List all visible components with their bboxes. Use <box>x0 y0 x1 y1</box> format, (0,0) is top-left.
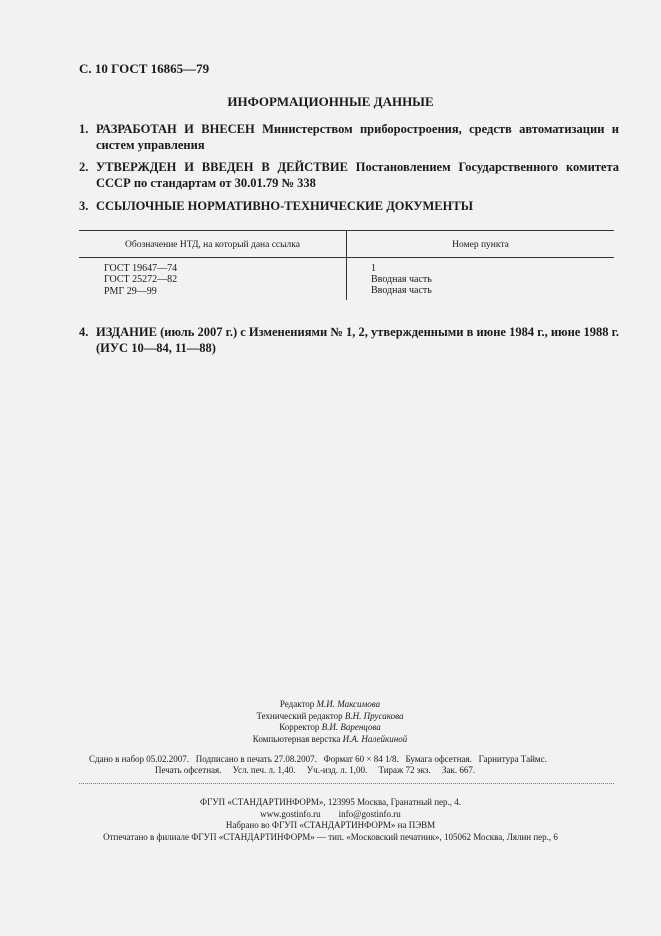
print-details-line: Сдано в набор 05.02.2007. Подписано в печать 27.08.2007. Формат 60 × 84 1/8. Бумага офсетная. Гарнитура Таймс. <box>89 754 547 764</box>
section-text: Министерством приборостроения, средств автоматизации и систем управления <box>96 122 619 152</box>
credit-role: Корректор <box>279 722 320 732</box>
section-heading: ССЫЛОЧНЫЕ НОРМАТИВНО-ТЕХНИЧЕСКИЕ ДОКУМЕНТЫ <box>96 199 473 213</box>
table-header-clause: Номер пункта <box>452 240 509 250</box>
publisher-line: Отпечатано в филиале ФГУП «СТАНДАРТИНФОРМ» — тип. «Московский печатник», 105062 Москва, Лялин пер., 6 <box>103 831 558 842</box>
section-text: (июль 2007 г.) с Изменениями № 1, 2, утвержденными в июне 1984 г., июне 1988 г. (ИУС 10—84, 11—88) <box>96 325 619 355</box>
credit-role: Компьютерная верстка <box>252 733 341 744</box>
print-details-line: Печать офсетная. Усл. печ. л. 1,40. Уч.-изд. л. 1,00. Тираж 72 экз. Зак. 667. <box>155 765 476 775</box>
section-number: 2. <box>79 160 89 174</box>
section-title: ИНФОРМАЦИОННЫЕ ДАННЫЕ <box>227 94 434 109</box>
section-heading: УТВЕРЖДЕН И ВВЕДЕН В ДЕЙСТВИЕ <box>96 160 348 174</box>
credit-line <box>200 734 460 746</box>
publisher-info <box>0 797 661 843</box>
table-cell-doc: ГОСТ 25272—82 <box>104 274 178 285</box>
section-3 <box>79 198 619 214</box>
table-cell-clause: Вводная часть <box>371 285 432 296</box>
section-number: 3. <box>79 199 89 213</box>
table-cell-doc: ГОСТ 19647—74 <box>104 263 178 274</box>
table-cell-clause: 1 <box>371 263 376 274</box>
publisher-line: Набрано во ФГУП «СТАНДАРТИНФОРМ» на ПЭВМ <box>225 820 436 830</box>
credit-line <box>200 699 460 711</box>
section-number: 4. <box>79 325 89 339</box>
credits <box>200 699 460 745</box>
credit-name: В.И. Варенцова <box>321 722 381 732</box>
table-cell-doc: РМГ 29—99 <box>104 286 157 297</box>
table-header-doc: Обозначение НТД, на который дана ссылка <box>125 240 300 250</box>
credit-line <box>200 711 460 723</box>
credit-role: Технический редактор <box>256 710 343 721</box>
credit-name: И.А. Налейкиной <box>342 733 408 744</box>
credit-role: Редактор <box>279 699 315 709</box>
section-1 <box>79 121 619 153</box>
credit-name: В.Н. Прусакова <box>344 710 404 721</box>
publisher-line: www.gostinfo.ru info@gostinfo.ru <box>260 808 401 819</box>
section-4 <box>79 324 619 356</box>
section-2 <box>79 159 619 191</box>
table-cell-clause: Вводная часть <box>371 274 432 285</box>
credit-name: М.И. Максимова <box>316 699 381 709</box>
page-header: С. 10 ГОСТ 16865—79 <box>79 61 210 76</box>
section-text: Постановлением Государственного комитета СССР по стандартам от 30.01.79 № 338 <box>96 160 620 190</box>
credit-line <box>200 722 460 734</box>
section-number: 1. <box>79 122 89 136</box>
divider <box>79 783 614 784</box>
section-heading: ИЗДАНИЕ <box>96 325 157 339</box>
publisher-line: ФГУП «СТАНДАРТИНФОРМ», 123995 Москва, Гранатный пер., 4. <box>199 797 462 807</box>
section-heading: РАЗРАБОТАН И ВНЕСЕН <box>96 122 255 136</box>
